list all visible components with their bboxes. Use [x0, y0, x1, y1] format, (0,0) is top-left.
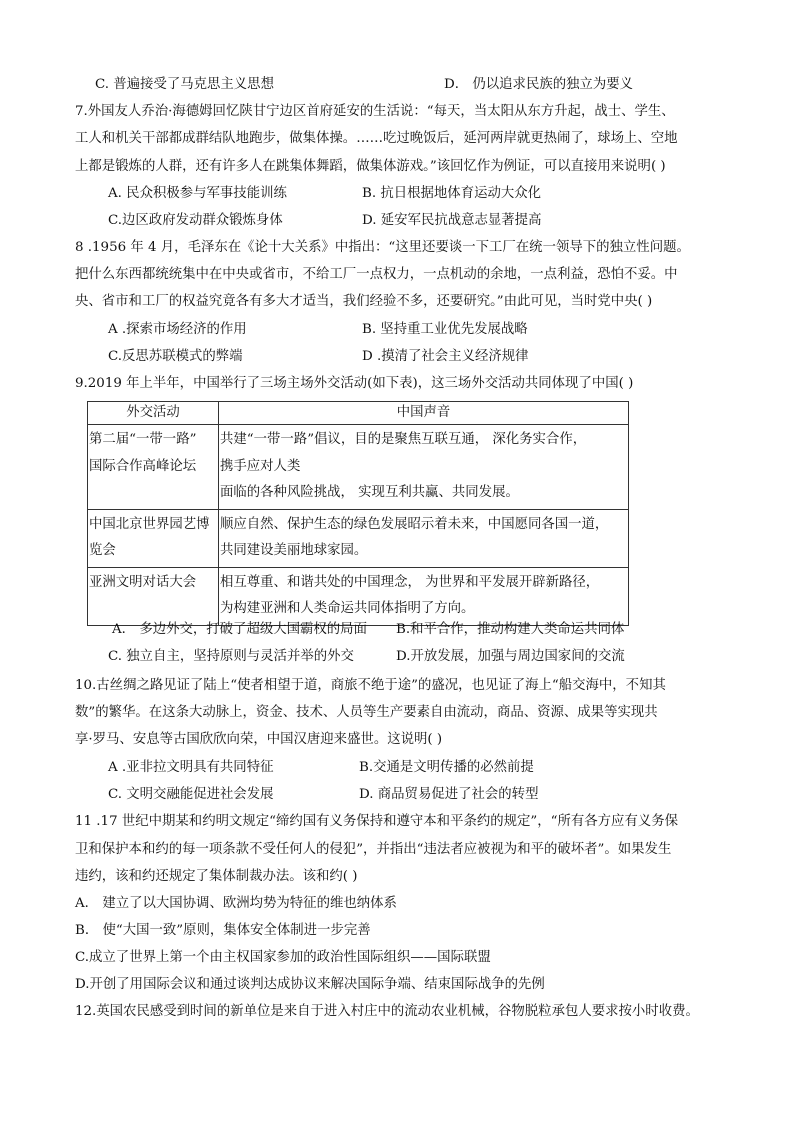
q11-option-d[interactable]: D.开创了用国际会议和通过谈判达成协议来解决国际争端、结束国际战争的先例	[75, 977, 545, 992]
q9-option-b[interactable]: B.和平合作，推动构建人类命运共同体	[396, 622, 625, 637]
q11-option-b[interactable]: B． 使“大国一致”原则，集体安全体制进一步完善	[75, 923, 371, 938]
q7-option-c[interactable]: C.边区政府发动群众锻炼身体	[108, 213, 283, 228]
q8-stem-line2: 把什么东西都统统集中在中央或省市，不给工厂一点权力，一点机动的余地，一点利益，恐怕不妥。中	[75, 267, 678, 282]
q6-option-d[interactable]: D． 仍以追求民族的独立为要义	[444, 77, 634, 92]
q9-option-a[interactable]: A． 多边外交，打破了超级大国霸权的局面	[112, 622, 367, 637]
q7-option-d[interactable]: D. 延安军民抗战意志显著提高	[362, 213, 542, 228]
q7-option-a[interactable]: A. 民众积极参与军事技能训练	[108, 186, 287, 201]
table-header-voice: 中国声音	[219, 402, 629, 425]
cell-line: 亚洲文明对话大会	[89, 574, 197, 590]
q7-stem-line2: 工人和机关干部都成群结队地跑步，做集体操。……吃过晚饭后，延河两岸就更热闹了，球场上、空地	[75, 131, 678, 146]
q11-option-a[interactable]: A． 建立了以大国协调、欧洲均势为特征的维也纳体系	[75, 896, 397, 911]
table-row	[88, 425, 629, 510]
q11-option-c[interactable]: C.成立了世界上第一个由主权国家参加的政治性国际组织——国际联盟	[75, 950, 491, 965]
table-cell-event	[88, 567, 219, 625]
q8-option-c[interactable]: C.反思苏联模式的弊端	[108, 349, 243, 364]
table-cell-event	[88, 509, 219, 567]
q10-option-d[interactable]: D. 商品贸易促进了社会的转型	[359, 787, 539, 802]
q11-stem-line2: 卫和保护本和约的每一项条款不受任何人的侵犯”，并指出“违法者应被视为和平的破坏者”。如果发生	[75, 842, 672, 857]
table-cell-voice	[219, 425, 629, 510]
cell-line: 览会	[89, 543, 116, 558]
table-row	[88, 567, 629, 625]
q7-stem-line1: 7.外国友人乔治·海德姆回忆陕甘宁边区首府延安的生活说：“每天，当太阳从东方升起，战士、学生、	[75, 104, 675, 119]
q8-option-b[interactable]: B. 坚持重工业优先发展战略	[362, 322, 528, 337]
table-header-row	[88, 402, 629, 425]
q8-option-d[interactable]: D .摸清了社会主义经济规律	[362, 349, 529, 364]
q8-option-a[interactable]: A .探索市场经济的作用	[108, 322, 247, 337]
q6-option-c[interactable]: C. 普遍接受了马克思主义思想	[95, 77, 274, 92]
q9-stem-line1: 9.2019 年上半年，中国举行了三场主场外交活动(如下表)，这三场外交活动共同体现了中国( )	[75, 376, 634, 391]
q8-stem-line1: 8 .1956 年 4 月，毛泽东在《论十大关系》中指出：“这里还要谈一下工厂在统一领导下的独立性问题。	[75, 240, 690, 255]
q9-diplomacy-table	[87, 401, 629, 626]
cell-line: 第二届“一带一路”	[89, 432, 197, 447]
q10-option-c[interactable]: C. 文明交融能促进社会发展	[108, 787, 274, 802]
table-row	[88, 509, 629, 567]
q9-option-c[interactable]: C. 独立自主，坚持原则与灵活并举的外交	[108, 649, 354, 664]
q10-stem-line2: 数”的繁华。在这条大动脉上，资金、技术、人员等生产要素自由流动，商品、资源、成果等实现共	[75, 705, 658, 720]
table-cell-voice	[219, 509, 629, 567]
q7-stem-line3: 上都是锻炼的人群，还有许多人在跳集体舞蹈，做集体游戏。”该回忆作为例证，可以直接用来说明( )	[75, 159, 666, 174]
q8-stem-line3: 央、省市和工厂的权益究竟各有多大才适当，我们经验不多，还要研究。”由此可见，当时党中央( )	[75, 294, 653, 309]
q11-stem-line1: 11 .17 世纪中期某和约明文规定“缔约国有义务保持和遵守本和平条约的规定”，“所有各方应有义务保	[75, 814, 679, 829]
q7-option-b[interactable]: B. 抗日根据地体育运动大众化	[362, 186, 542, 201]
cell-line: 中国北京世界园艺博	[89, 516, 210, 532]
q10-option-a[interactable]: A .亚非拉文明具有共同特征	[108, 760, 274, 775]
table-cell-event	[88, 425, 219, 510]
q12-stem-line1: 12.英国农民感受到时间的新单位是来自于进入村庄中的流动农业机械，谷物脱粒承包人要求按小时收费。	[75, 1004, 699, 1019]
cell-line: 携手应对人类	[220, 458, 301, 474]
cell-line: 共同建设美丽地球家园。	[220, 543, 368, 558]
q11-stem-line3: 违约，该和约还规定了集体制裁办法。该和约( )	[75, 869, 358, 884]
table-cell-voice	[219, 567, 629, 625]
cell-line: 为构建亚洲和人类命运共同体指明了方向。	[220, 601, 475, 616]
cell-line: 面临的各种风险挑战， 实现互利共赢、共同发展。	[220, 485, 519, 500]
q9-option-d[interactable]: D.开放发展，加强与周边国家间的交流	[396, 649, 625, 664]
q10-stem-line3: 享·罗马、安息等古国欣欣向荣，中国汉唐迎来盛世。这说明( )	[75, 732, 443, 747]
cell-line: 相互尊重、和谐共处的中国理念， 为世界和平发展开辟新路径，	[220, 574, 600, 590]
q10-stem-line1: 10.古丝绸之路见证了陆上“使者相望于道，商旅不绝于途”的盛况，也见证了海上“船交海中，不知其	[75, 678, 666, 693]
table-header-activity: 外交活动	[88, 402, 219, 425]
cell-line: 国际合作高峰论坛	[89, 458, 197, 474]
cell-line: 顺应自然、保护生态的绿色发展昭示着未来，中国愿同各国一道，	[220, 516, 609, 532]
q10-option-b[interactable]: B.交通是文明传播的必然前提	[359, 760, 534, 775]
cell-line: 共建“一带一路”倡议，目的是聚焦互联互通， 深化务实合作，	[220, 432, 587, 447]
